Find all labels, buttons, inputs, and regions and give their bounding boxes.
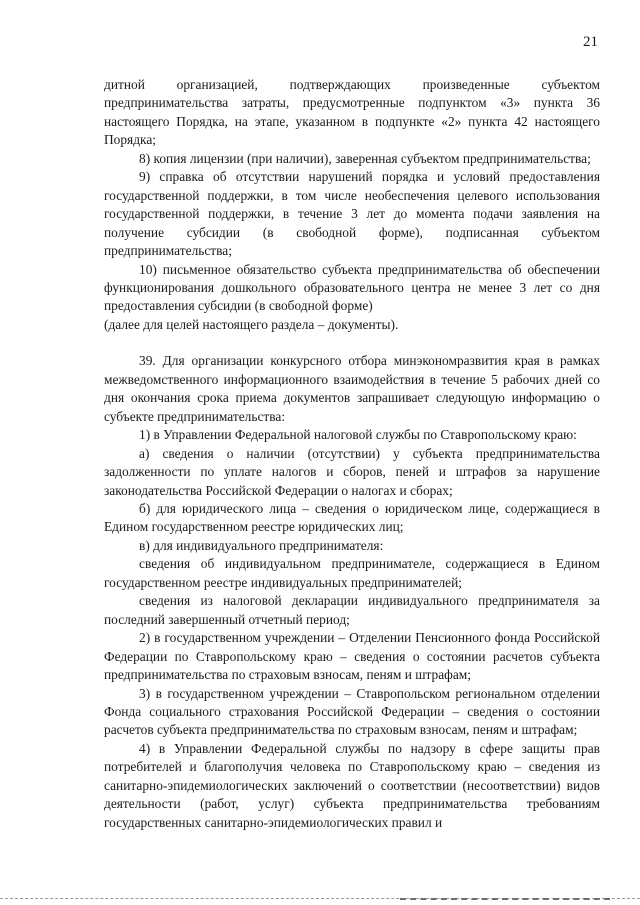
paragraph-39-item-1v-declaration: сведения из налоговой декларации индивидуального предпринимателя за последний завершенный отчетный период; — [104, 593, 600, 627]
paragraph-definition: (далее для целей настоящего раздела – документы). — [104, 316, 399, 332]
paragraph-39-item-2: 2) в государственном учреждении – Отделении Пенсионного фонда Российской Федерации по Ставропольскому краю – сведения о состоянии расчетов субъекта предпринимательства по страховым взносам, пеням и штрафам; — [104, 630, 600, 683]
paragraph-item-8: 8) копия лицензии (при наличии), заверенная субъектом предпринимательства; — [139, 150, 591, 166]
paragraph-39-item-1b: б) для юридического лица – сведения о юридическом лице, содержащиеся в Едином государственном реестре юридических лиц; — [104, 500, 600, 535]
paragraph-39-item-1: 1) в Управлении Федеральной налоговой службы по Ставропольскому краю: — [139, 427, 577, 443]
paragraph-39-item-3: 3) в государственном учреждении – Ставропольском региональном отделении Фонда социального страхования Российской Федерации – сведения о состоянии расчетов субъекта предпринимательства по страховым взносам, пеням и штрафам; — [104, 685, 600, 738]
paragraph-39-item-1a: а) сведения о наличии (отсутствии) у субъекта предпринимательства задолженности по уплате налогов и сборов, пеней и штрафов за нарушение законодательства Российской Федерации о налогах и сборах; — [104, 445, 600, 498]
paragraph-item-9: 9) справка об отсутствии нарушений порядка и условий предоставления государственной поддержки, в том числе необеспечения целевого использования государственной поддержки, в течение 3 лет до момента подачи заявления на получение субсидии (в свободной форме), подписанная субъектом предпринимательства; — [104, 169, 600, 259]
page-number: 21 — [583, 34, 598, 50]
paragraph-item-10: 10) письменное обязательство субъекта предпринимательства об обеспечении функционирования дошкольного образовательного центра не менее 3 лет со дня предоставления субсидии (в свободной форме) — [104, 261, 600, 314]
paragraph-39-item-1v: в) для индивидуального предпринимателя: — [139, 537, 384, 553]
paragraph-39-item-4: 4) в Управлении Федеральной службы по надзору в сфере защиты прав потребителей и благополучия человека по Ставропольскому краю – сведения из санитарно-эпидемиологических заключений о соответствии (несоответствии) видов деятельности (работ, услуг) субъекта предпринимательства требованиям государственных санитарно-эпидемиологических правил и — [104, 740, 600, 830]
paragraph-39: 39. Для организации конкурсного отбора минэкономразвития края в рамках межведомственного информационного взаимодействия в течение 5 рабочих дней со дня окончания срока приема документов запрашивает следующую информацию о субъекте предпринимательства: — [104, 353, 600, 424]
paragraph-39-item-1v-egrip: сведения об индивидуальном предпринимателе, содержащиеся в Едином государственном реестре индивидуальных предпринимателей; — [104, 556, 600, 590]
paragraph-continuation: дитной организацией, подтверждающих произведенные субъектом предпринимательства затраты, предусмотренные подпунктом «3» пункта 36 настоящего Порядка, на этапе, указанном в подпункте «2» пункта 42 настоящего Порядка; — [104, 77, 600, 148]
document-body — [104, 76, 600, 832]
scan-edge-dash — [400, 898, 610, 900]
